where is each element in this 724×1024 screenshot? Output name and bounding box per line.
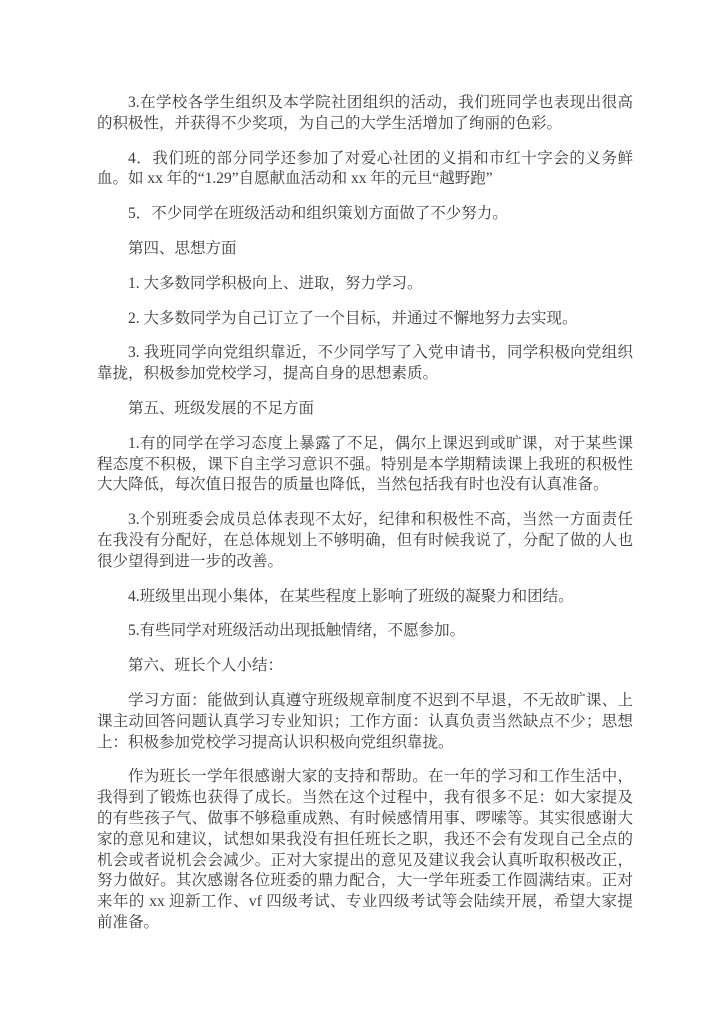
- paragraph-closing-thanks: 作为班长一学年很感谢大家的支持和帮助。在一年的学习和工作生活中，我得到了锻炼也获得了成长。当然在这个过程中，我有很多不足：如大家提及的有些孩子气、做事不够稳重成熟、有时候感情用事、啰嗦等。其实很感谢大家的意见和建议，试想如果我没有担任班长之职，我还不会有发现自己全点的机会或者说机会会减少。正对大家提出的意见及建议我会认真听取积极改正，努力做好。其次感谢各位班委的鼎力配合，大一学年班委工作圆满结束。正对来年的 xx 迎新工作、vf 四级考试、专业四级考试等会陆续开展，希望大家提前准备。: [97, 768, 633, 931]
- section-heading-monitor-summary: 第六、班长个人小结：: [128, 657, 284, 675]
- paragraph-goal-setting: 2. 大多数同学为自己订立了一个目标，并通过不懈地努力去实现。: [128, 309, 578, 327]
- paragraph-committee-issues: 3.个别班委会成员总体表现不太好，纪律和积极性不高，当然一方面责任在我没有分配好，在总体规划上不够明确，但有时候我说了，分配了做的人也很少望得到进一步的改善。: [97, 511, 633, 570]
- paragraph-charity-blood-donation: 4．我们班的部分同学还参加了对爱心社团的义捐和市红十字会的义务鲜血。如 xx 年的“1.29”自愿献血活动和 xx 年的元旦“越野跑”: [97, 149, 633, 188]
- section-heading-ideology: 第四、思想方面: [128, 239, 237, 257]
- paragraph-reluctance: 5.有些同学对班级活动出现抵触情绪，不愿参加。: [128, 622, 466, 640]
- paragraph-study-attitude-issues: 1.有的同学在学习态度上暴露了不足，偶尔上课迟到或旷课，对于某些课程态度不积极，课下自主学习意识不强。特别是本学期精读课上我班的积极性大大降低，每次值日报告的质量也降低，当然包括我有时也没有认真准备。: [97, 434, 633, 494]
- paragraph-party-application: 3. 我班同学向党组织靠近，不少同学写了入党申请书，同学积极向党组织靠拢，积极参加党校学习，提高自身的思想素质。: [97, 344, 633, 383]
- section-heading-shortcomings: 第五、班级发展的不足方面: [128, 399, 315, 417]
- paragraph-positive-attitude: 1. 大多数同学积极向上、进取，努力学习。: [128, 274, 423, 292]
- paragraph-class-activities-effort: 5．不少同学在班级活动和组织策划方面做了不少努力。: [128, 205, 508, 223]
- paragraph-personal-summary: 学习方面：能做到认真遵守班级规章制度不迟到不早退，不无故旷课、上课主动回答问题认真学习专业知识；工作方面：认真负责当然缺点不少；思想上：积极参加党校学习提高认识积极向党组织靠拢。: [97, 691, 633, 751]
- paragraph-cliques: 4.班级里出现小集体，在某些程度上影响了班级的凝聚力和团结。: [128, 587, 574, 605]
- paragraph-org-activities: 3.在学校各学生组织及本学院社团组织的活动，我们班同学也表现出很高的积极性，并获得不少奖项，为自己的大学生活增加了绚丽的色彩。: [97, 94, 633, 132]
